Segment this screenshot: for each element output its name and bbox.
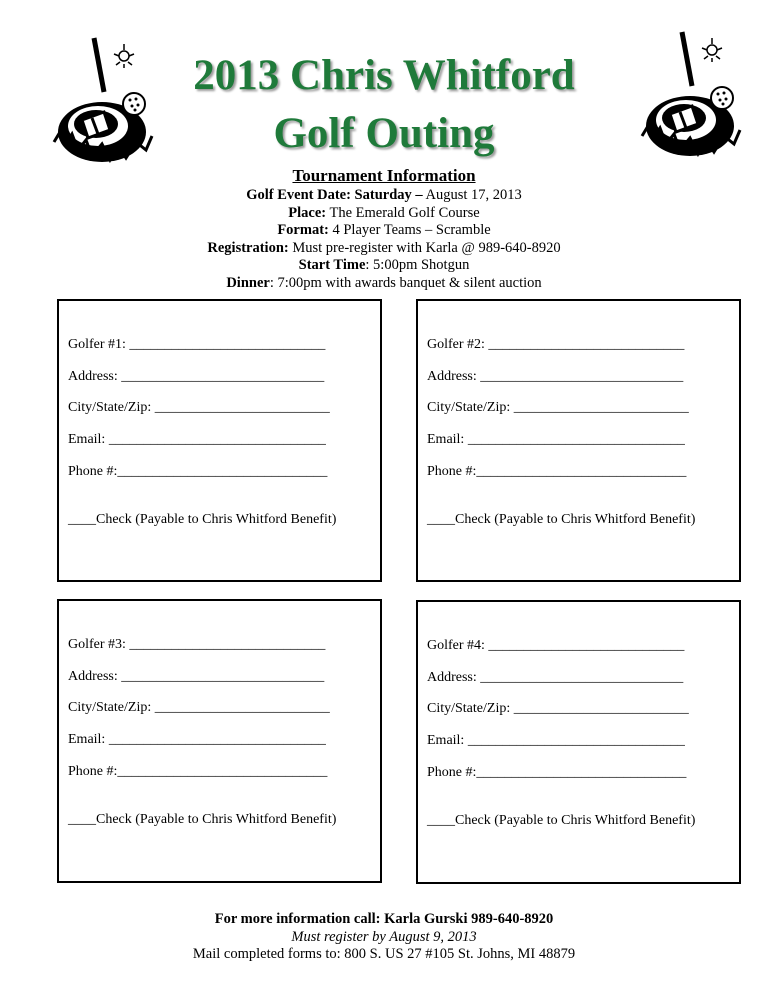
registration-line <box>0 240 768 258</box>
registration-value: Must pre-register with Karla @ 989-640-8920 <box>288 239 561 256</box>
city-state-zip-field[interactable]: City/State/Zip: _________________________ <box>68 400 330 415</box>
email-field[interactable]: Email: _______________________________ <box>68 732 326 747</box>
start-time-label: Start Time <box>298 257 366 274</box>
dinner-label: Dinner <box>226 274 270 291</box>
deadline-line: Must register by August 9, 2013 <box>291 928 477 945</box>
email-field[interactable]: Email: _______________________________ <box>427 432 685 447</box>
format-label: Format: <box>277 222 329 239</box>
dinner-line <box>0 275 768 293</box>
start-time-line <box>0 257 768 275</box>
mail-address-line: Mail completed forms to: 800 S. US 27 #105 St. Johns, MI 48879 <box>192 946 576 962</box>
page-subtitle: Golf Outing <box>273 110 495 157</box>
city-state-zip-field[interactable]: City/State/Zip: _________________________ <box>68 700 330 715</box>
phone-field[interactable]: Phone #:______________________________ <box>68 764 328 779</box>
golfer-form-3 <box>57 599 382 883</box>
golfer-name-field[interactable]: Golfer #1: ____________________________ <box>68 337 326 352</box>
city-state-zip-field[interactable]: City/State/Zip: _________________________ <box>427 701 689 716</box>
place-label: Place: <box>288 204 327 221</box>
phone-field[interactable]: Phone #:______________________________ <box>427 464 687 479</box>
phone-field[interactable]: Phone #:______________________________ <box>427 765 687 780</box>
contact-line: For more information call: Karla Gurski 989-640-8920 <box>214 911 554 927</box>
place-line <box>0 205 768 223</box>
golfer-name-field[interactable]: Golfer #3: ____________________________ <box>68 637 326 652</box>
start-time-value: : 5:00pm Shotgun <box>365 257 470 274</box>
address-field[interactable]: Address: _____________________________ <box>68 669 325 684</box>
city-state-zip-field[interactable]: City/State/Zip: _________________________ <box>427 400 689 415</box>
event-date-label: Golf Event Date: Saturday – <box>246 187 423 203</box>
tournament-info <box>0 165 768 293</box>
golfer-form-2 <box>416 299 741 582</box>
format-value: 4 Player Teams – Scramble <box>328 222 491 239</box>
golfer-name-field[interactable]: Golfer #2: ____________________________ <box>427 337 685 352</box>
address-field[interactable]: Address: _____________________________ <box>68 369 325 384</box>
golfer-form-4 <box>416 600 741 884</box>
event-date-value: August 17, 2013 <box>422 187 522 203</box>
phone-field[interactable]: Phone #:______________________________ <box>68 464 328 479</box>
place-value: The Emerald Golf Course <box>326 204 480 221</box>
format-line <box>0 222 768 240</box>
check-payment-field[interactable]: ____Check (Payable to Chris Whitford Benefit) <box>427 512 696 527</box>
page-title: 2013 Chris Whitford <box>193 52 575 99</box>
email-field[interactable]: Email: _______________________________ <box>427 733 685 748</box>
email-field[interactable]: Email: _______________________________ <box>68 432 326 447</box>
check-payment-field[interactable]: ____Check (Payable to Chris Whitford Benefit) <box>68 512 337 527</box>
address-field[interactable]: Address: _____________________________ <box>427 670 684 685</box>
check-payment-field[interactable]: ____Check (Payable to Chris Whitford Benefit) <box>68 812 337 827</box>
check-payment-field[interactable]: ____Check (Payable to Chris Whitford Benefit) <box>427 813 696 828</box>
address-field[interactable]: Address: _____________________________ <box>427 369 684 384</box>
registration-label: Registration: <box>207 239 289 256</box>
footer <box>0 911 768 964</box>
golfer-form-1 <box>57 299 382 582</box>
info-heading: Tournament Information <box>292 166 476 185</box>
event-date-line <box>0 187 768 205</box>
dinner-value: : 7:00pm with awards banquet & silent auction <box>269 274 542 291</box>
golfer-name-field[interactable]: Golfer #4: ____________________________ <box>427 638 685 653</box>
